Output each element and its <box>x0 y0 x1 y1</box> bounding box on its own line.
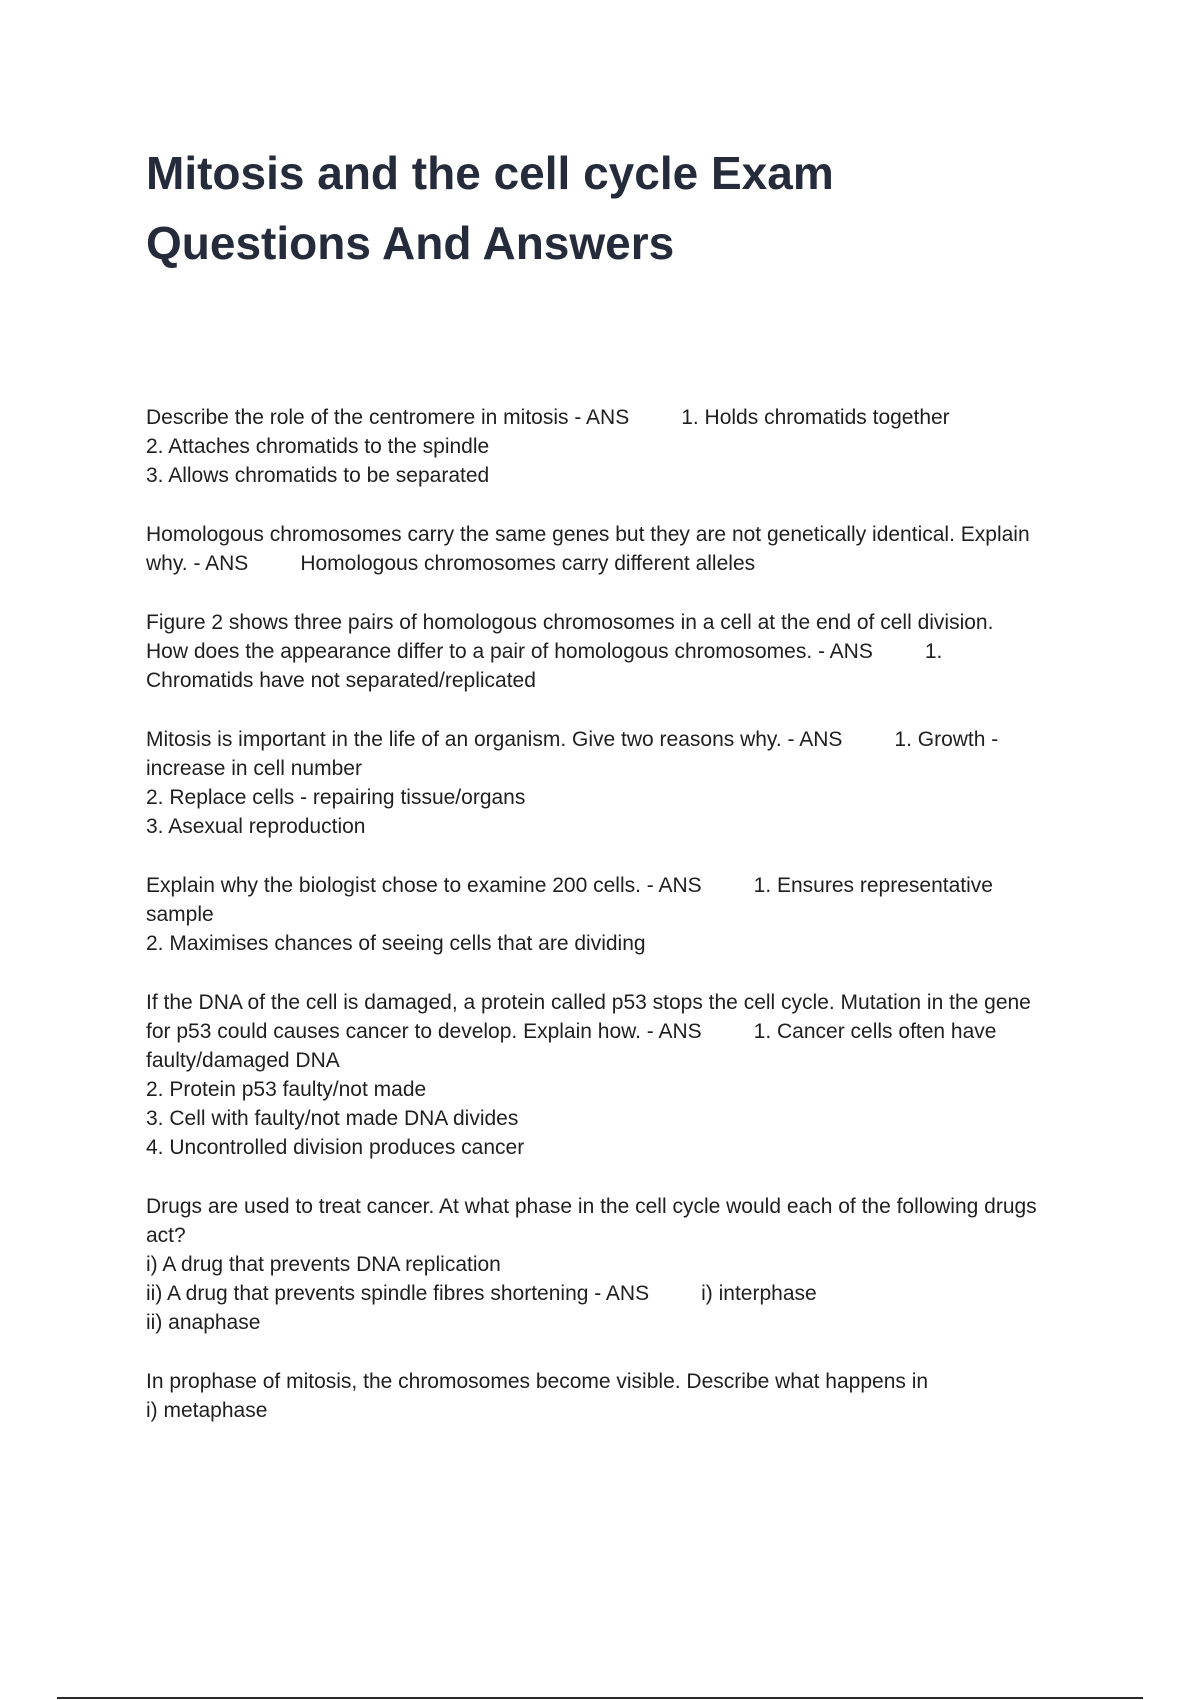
answer-line: 2. Maximises chances of seeing cells that are dividing <box>146 932 646 955</box>
qa-item-homologous <box>146 520 1096 578</box>
answer-line: faulty/damaged DNA <box>146 1049 340 1072</box>
answer-line: 3. Cell with faulty/not made DNA divides <box>146 1107 519 1130</box>
question-line: Homologous chromosomes carry the same genes but they are not genetically identical. Explain <box>146 523 1030 546</box>
answer-text: 1. Ensures representative <box>753 874 993 897</box>
qa-line <box>146 725 1096 754</box>
question-line: If the DNA of the cell is damaged, a protein called p53 stops the cell cycle. Mutation in the gene <box>146 991 1031 1014</box>
answer-text: 1. Holds chromatids together <box>681 406 950 429</box>
qa-item-p53 <box>146 988 1096 1162</box>
question-text: Explain why the biologist chose to examine 200 cells. - ANS <box>146 874 702 897</box>
question-line: Drugs are used to treat cancer. At what phase in the cell cycle would each of the following drugs <box>146 1195 1037 1218</box>
question-line: act? <box>146 1224 186 1247</box>
answer-line: Chromatids have not separated/replicated <box>146 669 536 692</box>
qa-item-prophase <box>146 1367 1096 1425</box>
answer-text: 1. Growth - <box>894 728 999 751</box>
qa-line <box>146 1279 1096 1308</box>
qa-line <box>146 637 1096 666</box>
question-line: Figure 2 shows three pairs of homologous chromosomes in a cell at the end of cell division. <box>146 611 994 634</box>
answer-line: 3. Asexual reproduction <box>146 815 366 838</box>
answer-line: 2. Replace cells - repairing tissue/organs <box>146 786 526 809</box>
answer-line: 2. Attaches chromatids to the spindle <box>146 435 490 458</box>
answer-text: i) interphase <box>701 1282 817 1305</box>
answer-line: 2. Protein p53 faulty/not made <box>146 1078 427 1101</box>
qa-item-centromere <box>146 403 1096 490</box>
question-line: i) A drug that prevents DNA replication <box>146 1253 501 1276</box>
question-text: Describe the role of the centromere in mitosis - ANS <box>146 406 630 429</box>
question-line: In prophase of mitosis, the chromosomes become visible. Describe what happens in <box>146 1370 929 1393</box>
answer-line: 4. Uncontrolled division produces cancer <box>146 1136 525 1159</box>
answer-text: Homologous chromosomes carry different alleles <box>300 552 756 575</box>
qa-item-mitosis-importance <box>146 725 1096 841</box>
qa-line <box>146 1017 1096 1046</box>
answer-text: 1. <box>924 640 943 663</box>
question-text: why. - ANS <box>146 552 249 575</box>
title-line-2: Questions And Answers <box>146 217 675 269</box>
question-text: for p53 could causes cancer to develop. Explain how. - ANS <box>146 1020 702 1043</box>
question-line: i) metaphase <box>146 1399 268 1422</box>
question-text: ii) A drug that prevents spindle fibres shortening - ANS <box>146 1282 650 1305</box>
page-divider <box>57 1697 1143 1699</box>
title-line-1: Mitosis and the cell cycle Exam <box>146 147 834 199</box>
answer-text: 1. Cancer cells often have <box>753 1020 997 1043</box>
qa-item-200-cells <box>146 871 1096 958</box>
qa-line <box>146 549 1096 578</box>
question-text: How does the appearance differ to a pair of homologous chromosomes. - ANS <box>146 640 873 663</box>
qa-item-cancer-drugs <box>146 1192 1096 1337</box>
qa-line <box>146 403 1096 432</box>
answer-line: increase in cell number <box>146 757 362 780</box>
answer-line: 3. Allows chromatids to be separated <box>146 464 490 487</box>
answer-line: ii) anaphase <box>146 1311 261 1334</box>
document-title <box>146 138 1046 278</box>
qa-line <box>146 871 1096 900</box>
question-text: Mitosis is important in the life of an organism. Give two reasons why. - ANS <box>146 728 843 751</box>
answer-line: sample <box>146 903 214 926</box>
question-answer-list <box>146 403 1096 1455</box>
qa-item-figure-2 <box>146 608 1096 695</box>
